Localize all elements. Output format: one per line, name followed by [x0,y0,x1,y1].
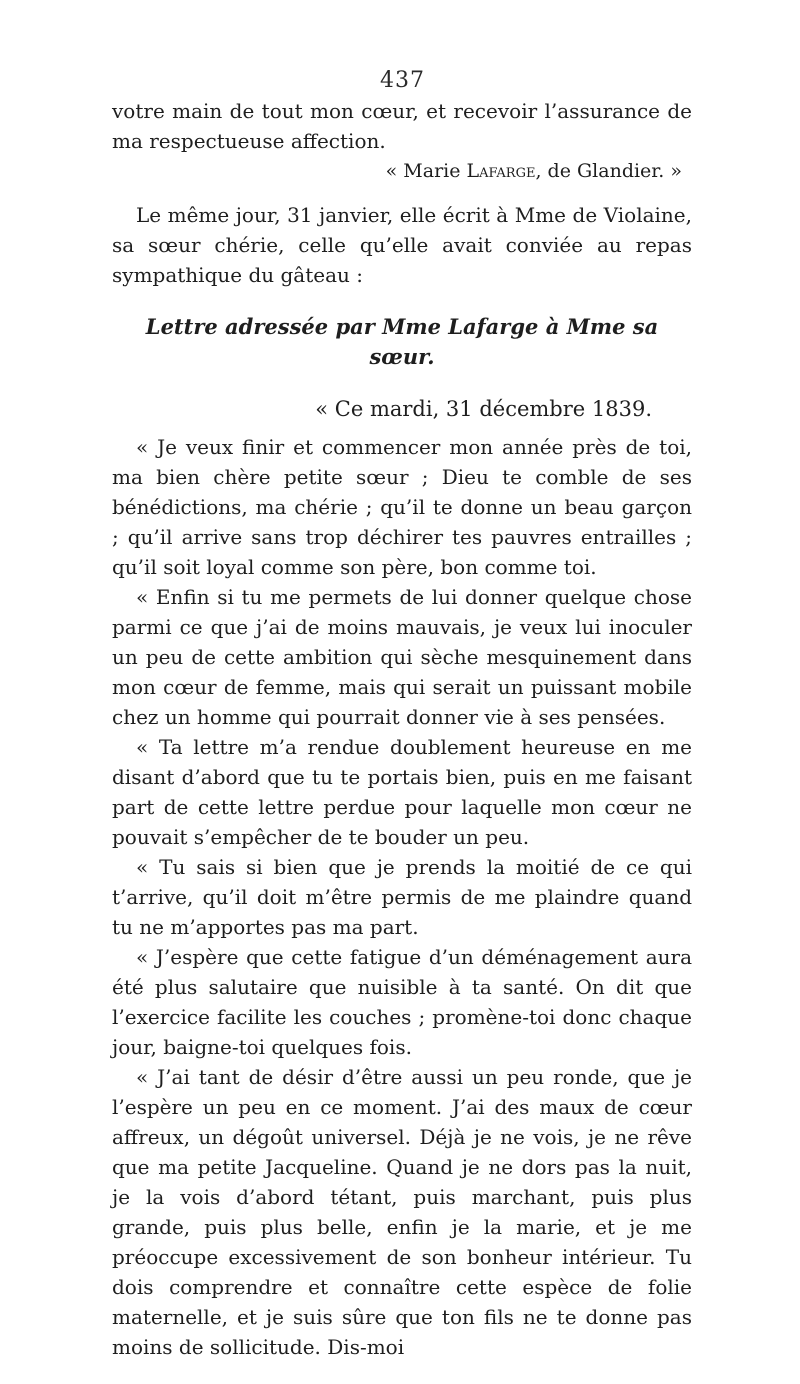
signature-rest: , de Glandier. » [535,160,682,182]
letter-paragraph: « J’espère que cette fatigue d’un déménagement aura été plus salutaire que nuisible à ta santé. On dit que l’exercice facilite les couches ; promène-toi donc chaque jour, baigne-toi quelques fois. [112,945,692,1059]
page-number: 437 [380,68,425,93]
letter-closing-text: votre main de tout mon cœur, et recevoir l’assurance de ma respectueuse affection. [112,99,692,153]
signature-open: « Marie [385,160,467,182]
letter-paragraph: « Tu sais si bien que je prends la moitié de ce qui t’arrive, qu’il doit m’être permis de me plaindre quand tu ne m’apportes pas ma part. [112,855,692,939]
signature-name: Lafarge [466,160,536,182]
narration-paragraph: Le même jour, 31 janvier, elle écrit à Mme de Violaine, sa sœur chérie, celle qu’elle avait conviée au repas sympathique du gâteau : [112,203,692,287]
signature [112,156,692,186]
letter-paragraph: « Ta lettre m’a rendue doublement heureuse en me disant d’abord que tu te portais bien, puis en me faisant part de cette lettre perdue pour laquelle mon cœur ne pouvait s’empêcher de te bouder un peu. [112,735,692,849]
letter-paragraph: « J’ai tant de désir d’être aussi un peu ronde, que je l’espère un peu en ce moment. J’ai des maux de cœur affreux, un dégoût universel. Déjà je ne vois, je ne rêve que ma petite Jacqueline. Quand je ne dors pas la nuit, je la vois d’abord tétant, puis marchant, puis plus grande, puis plus belle, enfin je la marie, et je me préoccupe excessivement de son bonheur intérieur. Tu dois comprendre et connaître cette espèce de folie maternelle, et je suis sûre que ton fils ne te donne pas moins de sollicitude. Dis-moi [112,1065,692,1359]
letter-heading: Lettre adressée par Mme Lafarge à Mme sa sœur. [145,314,659,369]
letter-dateline: « Ce mardi, 31 décembre 1839. [315,397,652,421]
letter-paragraph: « Je veux finir et commencer mon année près de toi, ma bien chère petite sœur ; Dieu te comble de ses bénédictions, ma chérie ; qu’il te donne un beau garçon ; qu’il arrive sans trop déchirer tes pauvres entrailles ; qu’il soit loyal comme son père, bon comme toi. [112,435,692,579]
letter-paragraph: « Enfin si tu me permets de lui donner quelque chose parmi ce que j’ai de moins mauvais, je veux lui inoculer un peu de cette ambition qui sèche mesquinement dans mon cœur de femme, mais qui serait un puissant mobile chez un homme qui pourrait donner vie à ses pensées. [112,585,692,729]
page-text [112,96,692,1362]
